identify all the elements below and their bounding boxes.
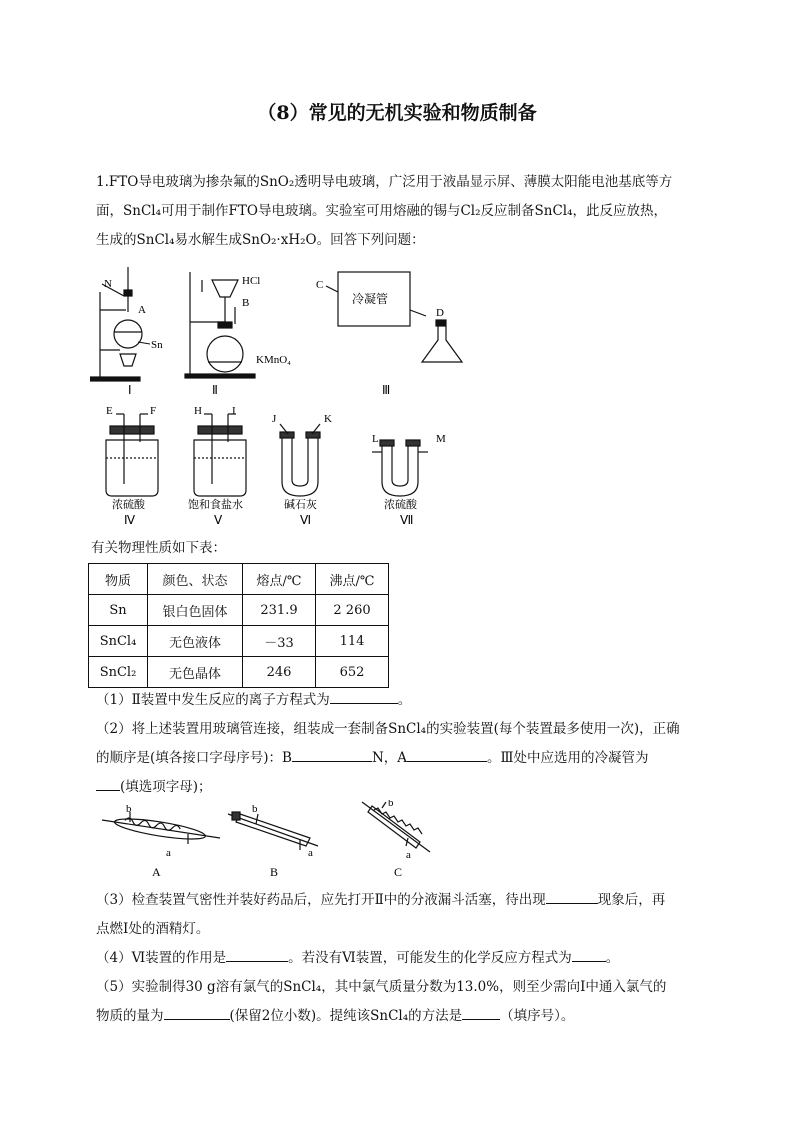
table-cell: 231.9 [243, 595, 316, 626]
label-A: A [138, 304, 146, 316]
q4-blank-2 [572, 947, 606, 962]
condenser-options [100, 800, 450, 880]
apparatus-I [90, 267, 142, 381]
q4-text-c: 。 [605, 950, 620, 966]
table-cell: 246 [243, 657, 316, 688]
table-row [89, 657, 389, 688]
label-J: J [272, 413, 277, 425]
apparatus-VI [280, 424, 320, 496]
roman-III: Ⅲ [382, 383, 391, 397]
condenser-B-label: B [270, 865, 279, 879]
condenser-B-a: a [308, 847, 313, 859]
apparatus-row-2 [96, 404, 456, 528]
table-row [89, 626, 389, 657]
q1-text: （1）Ⅱ装置中发生反应的离子方程式为 [96, 692, 330, 708]
condenser-C-b: b [388, 800, 394, 809]
q2-text-b: N，A [371, 750, 408, 766]
intro-line-2: 面，SnCl₄可用于制作FTO导电玻璃。实验室可用熔融的锡与Cl₂反应制备SnCl₄，此反应放热， [96, 203, 668, 219]
condenser-C-a: a [406, 849, 411, 861]
q2-line-1: （2）将上述装置用玻璃管连接，组装成一套制备SnCl₄的实验装置(每个装置最多使用一次)，正确 [96, 721, 680, 737]
q4-blank-1 [226, 947, 288, 962]
apparatus-row-1 [90, 262, 510, 402]
condenser-A-b: b [126, 803, 132, 815]
table-row [89, 595, 389, 626]
roman-V: Ⅴ [214, 513, 223, 527]
label-HCl: HCl [242, 275, 261, 287]
apparatus-II [185, 272, 255, 378]
table-header-row [89, 564, 389, 595]
roman-II: Ⅱ [212, 383, 218, 397]
condenser-B-b: b [252, 803, 258, 815]
label-I: I [232, 405, 236, 417]
q5-line-1: （5）实验制得30 g溶有氯气的SnCl₄，其中氯气质量分数为13.0%，则至少需向Ⅰ中通入氯气的 [96, 979, 667, 995]
roman-IV: Ⅳ [124, 513, 136, 527]
table-cell: －33 [243, 626, 316, 657]
table-cell: 2 260 [316, 595, 389, 626]
roman-I: Ⅰ [128, 383, 132, 397]
q3-line-1 [96, 886, 696, 915]
table-header: 熔点/℃ [243, 564, 316, 595]
question-1-2 [96, 686, 696, 802]
apparatus-V [194, 414, 246, 496]
q3-text-b: 现象后，再 [597, 892, 666, 908]
q4-text-a: （4）Ⅵ装置的作用是 [96, 950, 227, 966]
q3-blank [546, 889, 598, 904]
condenser-box-label: 冷凝管 [352, 292, 389, 306]
q2-blank-2 [407, 747, 487, 762]
label-KMnO4: KMnO₄ [256, 354, 292, 366]
label-K: K [324, 413, 332, 425]
intro-line-1: 1.FTO导电玻璃为掺杂氟的SnO₂透明导电玻璃，广泛用于液晶显示屏、薄膜太阳能电池基底等方 [96, 174, 673, 190]
q5-text-a: 物质的量为 [96, 1008, 164, 1024]
roman-VII: Ⅶ [400, 513, 414, 527]
label-M: M [436, 433, 446, 445]
condenser-A [102, 812, 220, 844]
question-3-5 [96, 886, 696, 1031]
condenser-B [228, 812, 318, 850]
label-F: F [150, 405, 157, 417]
q5-text-c: （填序号）。 [500, 1008, 575, 1024]
q2-line-3 [96, 773, 696, 802]
q5-blank-2 [462, 1005, 500, 1020]
q2-blank-1 [292, 747, 372, 762]
table-intro: 有关物理性质如下表： [91, 540, 226, 556]
q5-blank-1 [164, 1005, 230, 1020]
table-cell: 无色晶体 [148, 657, 243, 688]
condenser-C [362, 802, 430, 852]
properties-table [88, 563, 389, 688]
label-H: H [194, 405, 202, 417]
table-cell: 无色液体 [148, 626, 243, 657]
q2-blank-3 [96, 776, 120, 791]
q2-text-c: 。Ⅲ处中应选用的冷凝管为 [487, 750, 649, 766]
table-cell: 银白色固体 [148, 595, 243, 626]
label-VI-reagent: 碱石灰 [284, 499, 317, 511]
table-cell: 652 [316, 657, 389, 688]
question-intro [96, 168, 696, 255]
label-L: L [372, 433, 379, 445]
q2-line-2 [96, 744, 696, 773]
apparatus-VII [372, 440, 428, 496]
label-V-reagent: 饱和食盐水 [188, 499, 243, 511]
table-cell: SnCl₄ [89, 626, 148, 657]
q2-text-d: (填选项字母)； [120, 779, 212, 795]
apparatus-IV [106, 414, 158, 496]
label-B: B [242, 297, 250, 309]
table-cell: SnCl₂ [89, 657, 148, 688]
page-title: （8）常见的无机实验和物质制备 [257, 102, 537, 124]
intro-line-3: 生成的SnCl₄易水解生成SnO₂·xH₂O。回答下列问题： [96, 232, 425, 248]
q3-text-a: （3）检查装置气密性并装好药品后，应先打开Ⅱ中的分液漏斗活塞，待出现 [96, 892, 546, 908]
q4-line [96, 944, 696, 973]
table-cell: Sn [89, 595, 148, 626]
label-Sn: Sn [151, 339, 163, 351]
condenser-A-a: a [166, 847, 171, 859]
q4-text-b: 。若没有Ⅵ装置，可能发生的化学反应方程式为 [288, 950, 572, 966]
q3-line-2: 点燃Ⅰ处的酒精灯。 [96, 921, 210, 937]
q5-text-b: (保留2位小数)。提纯该SnCl₄的方法是 [229, 1008, 463, 1024]
condenser-C-label: C [394, 865, 403, 879]
q5-line-2 [96, 1002, 696, 1031]
label-E: E [106, 405, 113, 417]
label-C: C [316, 279, 324, 291]
table-header: 颜色、状态 [148, 564, 243, 595]
label-VII-reagent: 浓硫酸 [384, 499, 417, 511]
q1-blank [330, 689, 398, 704]
q1-end: 。 [397, 692, 412, 708]
roman-VI: Ⅵ [300, 513, 312, 527]
label-IV-reagent: 浓硫酸 [112, 499, 145, 511]
table-header: 物质 [89, 564, 148, 595]
table-header: 沸点/℃ [316, 564, 389, 595]
table-cell: 114 [316, 626, 389, 657]
label-D: D [436, 307, 444, 319]
condenser-A-label: A [152, 865, 161, 879]
label-N: N [104, 278, 112, 290]
q1-line [96, 686, 696, 715]
q2-text-a: 的顺序是(填各接口字母序号)：B [96, 750, 292, 766]
